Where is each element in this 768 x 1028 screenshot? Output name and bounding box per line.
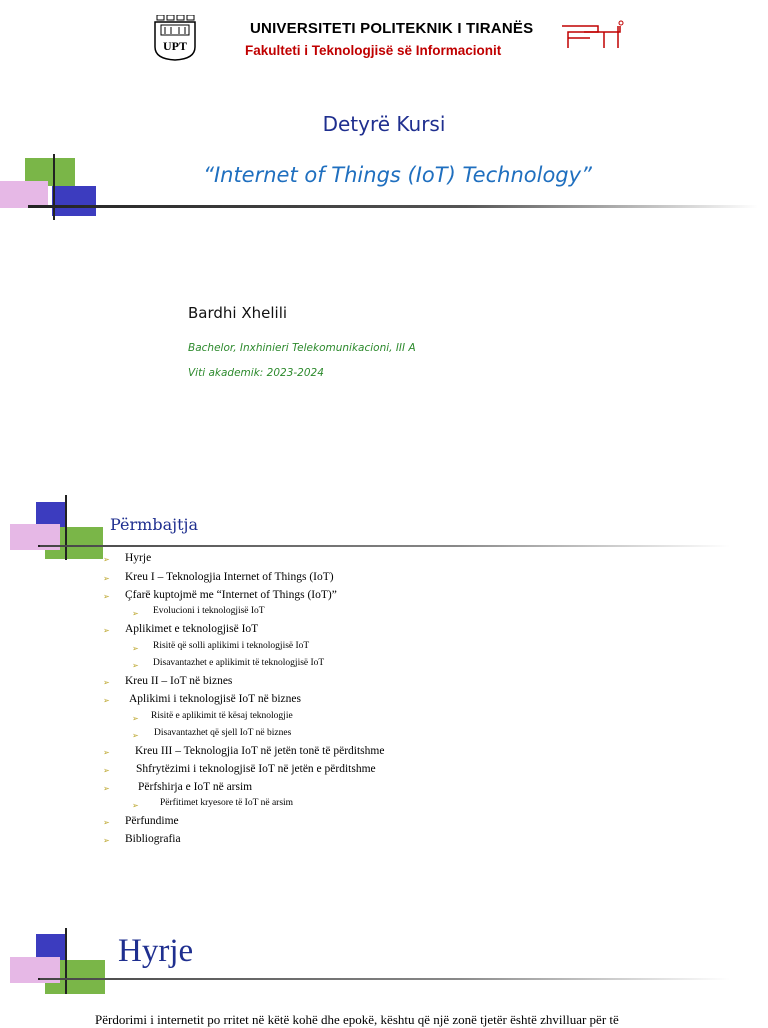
bullet-arrow-icon: ➢ xyxy=(103,748,110,757)
author-name: Bardhi Xhelili xyxy=(188,304,288,322)
fti-logo xyxy=(560,20,626,50)
toc-item xyxy=(103,552,152,564)
toc-item-label: Hyrje xyxy=(125,552,152,564)
toc-item-label: Evolucioni i teknologjisë IoT xyxy=(153,606,265,616)
horizontal-rule xyxy=(40,978,730,980)
section-title: Hyrje xyxy=(118,933,194,969)
document-title: Detyrë Kursi xyxy=(322,112,446,136)
toc-item xyxy=(103,693,301,705)
bullet-arrow-icon: ➢ xyxy=(132,644,139,653)
toc-item-label: Shfrytëzimi i teknologjisë IoT në jetën e përditshme xyxy=(136,763,376,775)
toc-item xyxy=(132,798,294,810)
toc-item xyxy=(132,606,265,618)
toc-item-label: Kreu II – IoT në biznes xyxy=(125,675,233,687)
toc-item-label: Kreu I – Teknologjia Internet of Things (IoT) xyxy=(125,571,334,583)
faculty-name: Fakulteti i Teknologjisë së Informacionit xyxy=(245,43,502,58)
toc-item-label: Përfshirja e IoT në arsim xyxy=(138,781,253,793)
bullet-arrow-icon: ➢ xyxy=(103,592,110,601)
upt-logo xyxy=(153,15,197,61)
toc-item-label: Përfitimet kryesore të IoT në arsim xyxy=(160,798,294,808)
toc-item-label: Aplikimi i teknologjisë IoT në biznes xyxy=(129,693,301,705)
bullet-arrow-icon: ➢ xyxy=(103,574,110,583)
toc-item xyxy=(103,745,385,757)
bullet-arrow-icon: ➢ xyxy=(103,678,110,687)
academic-year: Viti akademik: 2023-2024 xyxy=(188,367,324,379)
bullet-arrow-icon: ➢ xyxy=(132,801,139,810)
toc-item-label: Risitë që solli aplikimi i teknologjisë IoT xyxy=(153,641,310,651)
bullet-arrow-icon: ➢ xyxy=(103,626,110,635)
toc-item xyxy=(103,833,181,845)
toc-item-label: Kreu III – Teknologjia IoT në jetën tonë të përditshme xyxy=(135,745,385,757)
svg-text:UPT: UPT xyxy=(163,39,187,53)
bullet-arrow-icon: ➢ xyxy=(103,766,110,775)
document-subtitle: “Internet of Things (IoT) Technology” xyxy=(203,163,592,187)
horizontal-rule xyxy=(28,205,758,208)
toc-item-label: Bibliografia xyxy=(125,833,181,845)
section-paragraph: Përdorimi i internetit po rritet në këtë kohë dhe epokë, kështu që një zonë tjetër është zhvilluar për të xyxy=(95,1012,619,1027)
toc-item xyxy=(103,589,337,601)
toc-item xyxy=(103,763,376,775)
toc-item-label: Çfarë kuptojmë me “Internet of Things (IoT)” xyxy=(125,589,337,601)
toc-item xyxy=(103,781,253,793)
toc-item-label: Risitë e aplikimit të kësaj teknologjie xyxy=(151,711,293,721)
bullet-arrow-icon: ➢ xyxy=(103,818,110,827)
toc-item xyxy=(132,711,293,723)
bullet-arrow-icon: ➢ xyxy=(132,609,139,618)
toc-item xyxy=(103,675,233,687)
toc-item xyxy=(132,728,292,740)
toc-title: Përmbajtja xyxy=(110,515,199,534)
bullet-arrow-icon: ➢ xyxy=(132,661,139,670)
toc-item xyxy=(132,641,310,653)
toc-item xyxy=(132,658,325,670)
toc-item-label: Aplikimet e teknologjisë IoT xyxy=(125,623,259,635)
bullet-arrow-icon: ➢ xyxy=(132,731,139,740)
bullet-arrow-icon: ➢ xyxy=(103,784,110,793)
toc-item-label: Përfundime xyxy=(125,815,179,827)
bullet-arrow-icon: ➢ xyxy=(132,714,139,723)
university-name: UNIVERSITETI POLITEKNIK I TIRANËS xyxy=(250,20,534,37)
toc-item xyxy=(103,571,334,583)
bullet-arrow-icon: ➢ xyxy=(103,836,110,845)
horizontal-rule xyxy=(40,545,730,547)
toc-item xyxy=(103,623,259,635)
toc-item-label: Disavantazhet që sjell IoT në biznes xyxy=(154,728,292,738)
toc-item xyxy=(103,815,179,827)
toc-item-label: Disavantazhet e aplikimit të teknologjisë IoT xyxy=(153,658,325,668)
program-info: Bachelor, Inxhinieri Telekomunikacioni, III A xyxy=(188,342,416,354)
bullet-arrow-icon: ➢ xyxy=(103,555,110,564)
bullet-arrow-icon: ➢ xyxy=(103,696,110,705)
